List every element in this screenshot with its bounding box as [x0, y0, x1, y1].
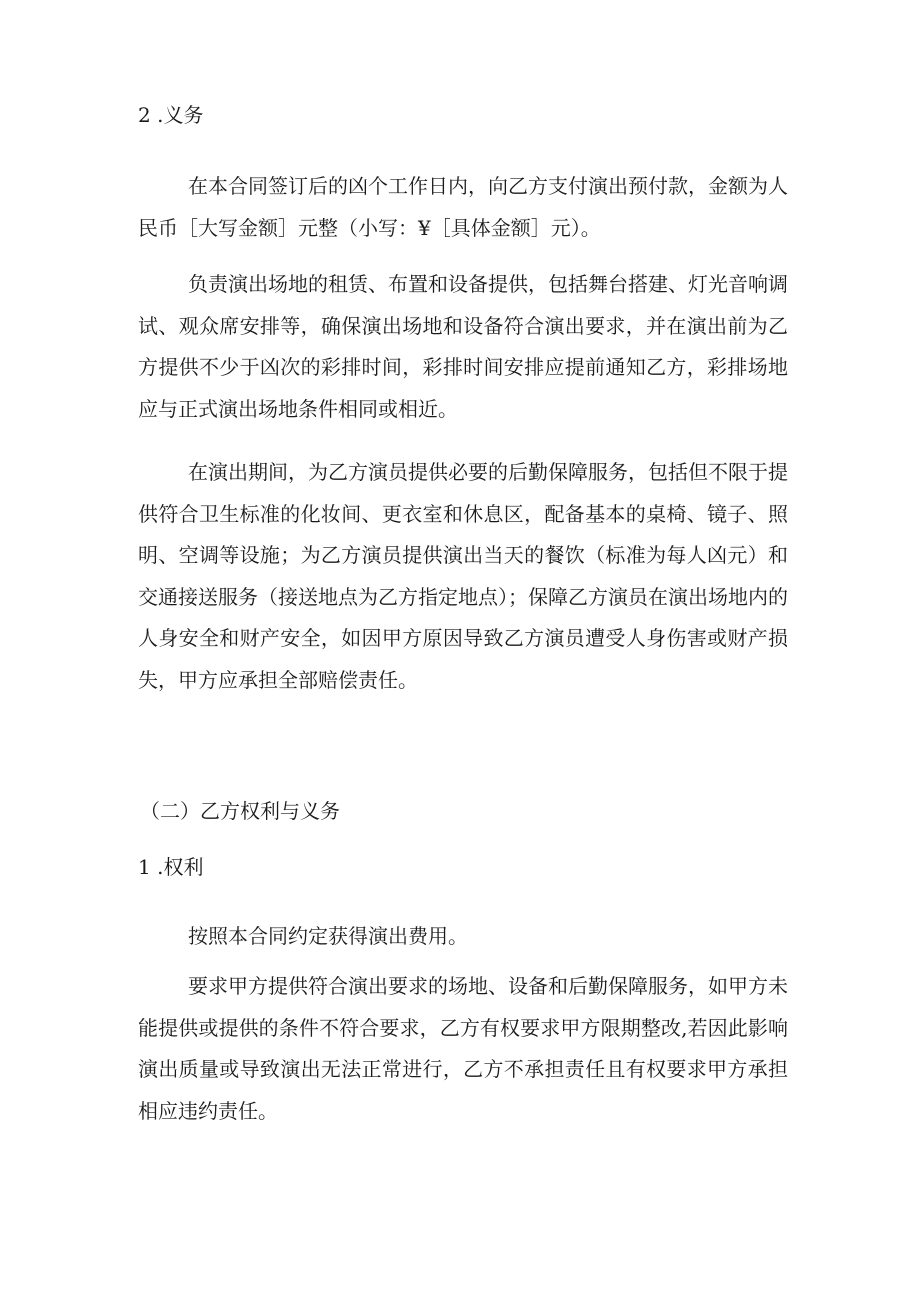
section-heading-party-b: （二）乙方权利与义务 [140, 799, 340, 823]
rights-paragraph-requirements: 要求甲方提供符合演出要求的场地、设备和后勤保障服务，如甲方未能提供或提供的条件不符合要求，乙方有权要求甲方限期整改,若因此影响演出质量或导致演出无法正常进行，乙方不承担责任且有权要求甲方承担相应违约责任。 [138, 974, 788, 1123]
duty-paragraph-advance-payment: 在本合同签订后的凶个工作日内，向乙方支付演出预付款，金额为人民币［大写金额］元整（小写：¥［具体金额］元）。 [138, 174, 788, 240]
duty-paragraph-logistics: 在演出期间，为乙方演员提供必要的后勤保障服务，包括但不限于提供符合卫生标准的化妆间、更衣室和休息区，配备基本的桌椅、镜子、照明、空调等设施；为乙方演员提供演出当天的餐饮（标准为每人凶元）和交通接送服务（接送地点为乙方指定地点）；保障乙方演员在演出场地内的人身安全和财产安全，如因甲方原因导致乙方演员遭受人身伤害或财产损失，甲方应承担全部赔偿责任。 [138, 460, 788, 692]
rights-paragraph-fee: 按照本合同约定获得演出费用。 [188, 924, 468, 948]
duty-paragraph-venue: 负责演出场地的租赁、布置和设备提供，包括舞台搭建、灯光音响调试、观众席安排等，确保演出场地和设备符合演出要求，并在演出前为乙方提供不少于凶次的彩排时间，彩排时间安排应提前通知乙方，彩排场地应与正式演出场地条件相同或相近。 [138, 272, 788, 421]
section-heading-rights: 1 .权利 [138, 855, 204, 879]
section-heading-duty: 2 .义务 [138, 103, 204, 127]
